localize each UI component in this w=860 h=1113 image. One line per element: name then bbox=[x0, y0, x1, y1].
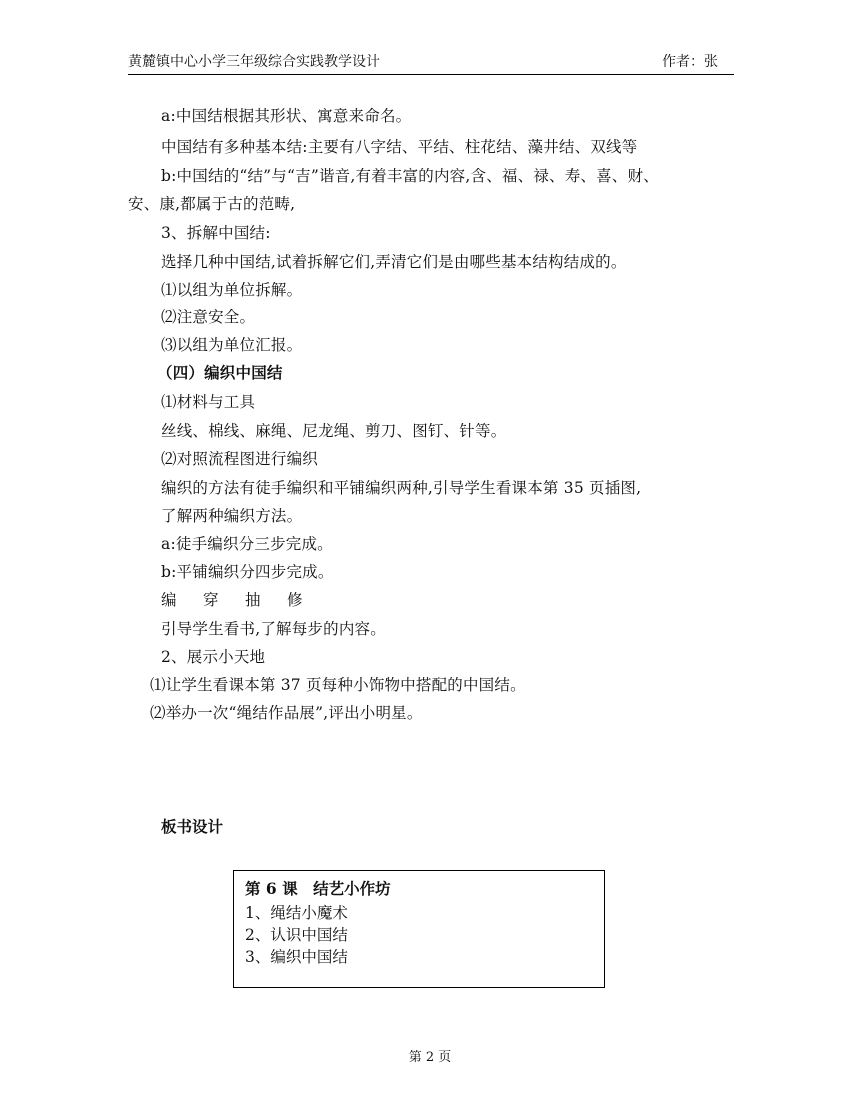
text-line: 丝线、棉线、麻绳、尼龙绳、剪刀、图钉、针等。 bbox=[161, 422, 507, 440]
section-heading: （四）编织中国结 bbox=[157, 363, 283, 382]
text-line: ⑵举办一次“绳结作品展”,评出小明星。 bbox=[150, 704, 423, 722]
board-item: 1、绳结小魔术 bbox=[245, 904, 348, 922]
page-number: 第 2 页 bbox=[408, 1050, 452, 1065]
step-1: 编 bbox=[161, 591, 177, 609]
step-3: 抽 bbox=[245, 591, 261, 609]
board-heading: 板书设计 bbox=[161, 817, 224, 836]
board-box bbox=[233, 870, 605, 988]
text-line: b:中国结的“结”与“吉”谐音,有着丰富的内容,含、福、禄、寿、喜、财、 bbox=[161, 167, 659, 185]
text-line: ⑶以组为单位汇报。 bbox=[161, 336, 303, 354]
text-line: 选择几种中国结,试着拆解它们,弄清它们是由哪些基本结构结成的。 bbox=[161, 253, 627, 271]
text-line: ⑴让学生看课本第 37 页每种小饰物中搭配的中国结。 bbox=[150, 676, 526, 694]
text-line: a:中国结根据其形状、寓意来命名。 bbox=[161, 107, 412, 125]
board-title: 第 6 课 结艺小作坊 bbox=[245, 879, 391, 898]
text-line: ⑵对照流程图进行编织 bbox=[161, 450, 319, 468]
step-2: 穿 bbox=[203, 591, 219, 609]
step-4: 修 bbox=[287, 591, 303, 609]
steps-line bbox=[161, 588, 329, 610]
header-title: 黄麓镇中心小学三年级综合实践教学设计 bbox=[128, 54, 380, 70]
text-line: 3、拆解中国结: bbox=[161, 224, 271, 242]
text-line: 了解两种编织方法。 bbox=[161, 507, 303, 525]
text-line: 2、展示小天地 bbox=[161, 648, 266, 666]
board-item: 3、编织中国结 bbox=[245, 948, 348, 966]
text-line: b:平铺编织分四步完成。 bbox=[161, 563, 334, 581]
text-line: 编织的方法有徒手编织和平铺编织两种,引导学生看课本第 35 页插图, bbox=[161, 479, 642, 497]
board-item: 2、认识中国结 bbox=[245, 926, 348, 944]
text-line: 引导学生看书,了解每步的内容。 bbox=[161, 620, 386, 638]
text-line: 中国结有多种基本结:主要有八字结、平结、柱花结、藻井结、双线等 bbox=[161, 138, 638, 156]
text-line: ⑴材料与工具 bbox=[161, 393, 256, 411]
page-header bbox=[128, 48, 734, 75]
text-line: ⑵注意安全。 bbox=[161, 308, 256, 326]
text-line: 安、康,都属于古的范畴, bbox=[128, 195, 296, 213]
text-line: a:徒手编织分三步完成。 bbox=[161, 535, 333, 553]
header-author: 作者：张 bbox=[662, 54, 718, 70]
text-line: ⑴以组为单位拆解。 bbox=[161, 281, 303, 299]
